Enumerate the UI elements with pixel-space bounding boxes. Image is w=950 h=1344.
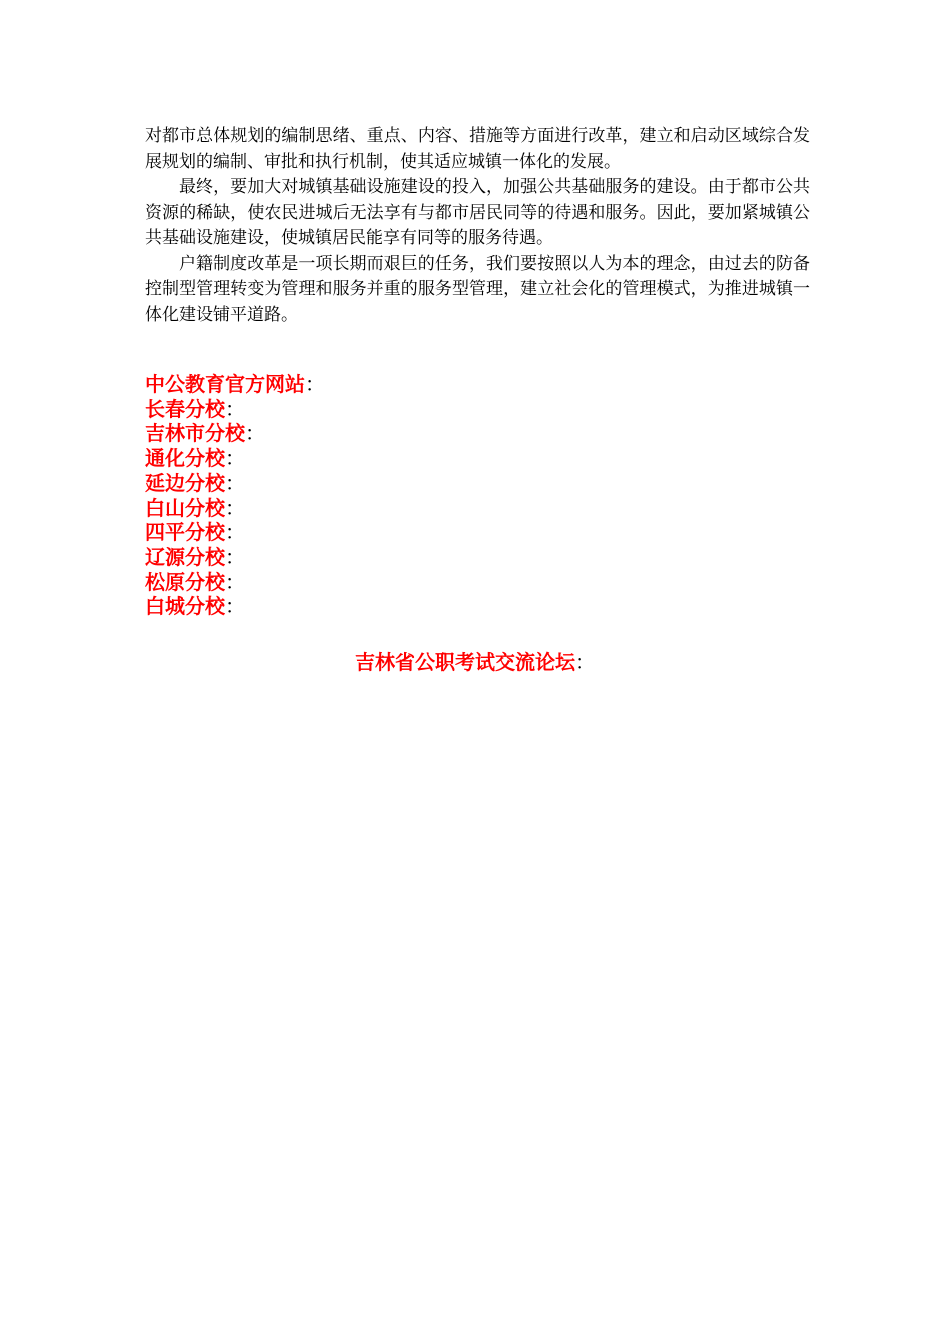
- link-label[interactable]: 松原分校: [145, 569, 225, 594]
- link-label[interactable]: 通化分校: [145, 446, 225, 471]
- link-colon: ：: [245, 421, 265, 446]
- link-yanbian[interactable]: [145, 471, 325, 496]
- link-colon: ：: [225, 520, 245, 545]
- link-colon: ：: [225, 396, 245, 421]
- link-official-site[interactable]: [145, 372, 325, 397]
- link-label[interactable]: 中公教育官方网站: [145, 372, 305, 396]
- link-label[interactable]: 长春分校: [145, 396, 225, 421]
- link-songyuan[interactable]: [145, 570, 325, 595]
- link-colon: ：: [225, 446, 245, 471]
- link-jilin-city[interactable]: [145, 421, 325, 446]
- link-label[interactable]: 白山分校: [145, 495, 225, 520]
- link-siping[interactable]: [145, 520, 325, 545]
- forum-link-colon: ：: [575, 650, 595, 674]
- paragraph-1: 对都市总体规划的编制思绪、重点、内容、措施等方面进行改革，建立和启动区域综合发展规划的编制、审批和执行机制，使其适应城镇一体化的发展。: [145, 126, 810, 172]
- forum-link-label[interactable]: 吉林省公职考试交流论坛: [355, 650, 575, 674]
- link-colon: ：: [225, 470, 245, 495]
- paragraph-2: 最终，要加大对城镇基础设施建设的投入，加强公共基础服务的建设。由于都市公共资源的稀缺，使农民进城后无法享有与都市居民同等的待遇和服务。因此，要加紧城镇公共基础设施建设，使城镇居民能享有同等的服务待遇。: [145, 177, 810, 248]
- link-label[interactable]: 吉林市分校: [145, 421, 245, 446]
- body-text: [145, 124, 810, 328]
- link-colon: ：: [225, 569, 245, 594]
- school-links-list: [145, 372, 325, 619]
- link-colon: ：: [225, 544, 245, 569]
- link-label[interactable]: 白城分校: [145, 594, 225, 619]
- link-colon: ：: [305, 372, 325, 396]
- link-tonghua[interactable]: [145, 446, 325, 471]
- link-baishan[interactable]: [145, 496, 325, 521]
- link-colon: ：: [225, 594, 245, 619]
- link-colon: ：: [225, 495, 245, 520]
- link-label[interactable]: 延边分校: [145, 470, 225, 495]
- forum-link[interactable]: [0, 650, 950, 674]
- link-changchun[interactable]: [145, 397, 325, 422]
- link-label[interactable]: 四平分校: [145, 520, 225, 545]
- link-label[interactable]: 辽源分校: [145, 544, 225, 569]
- link-baicheng[interactable]: [145, 594, 325, 619]
- link-liaoyuan[interactable]: [145, 545, 325, 570]
- paragraph-3: 户籍制度改革是一项长期而艰巨的任务，我们要按照以人为本的理念，由过去的防备控制型管理转变为管理和服务并重的服务型管理，建立社会化的管理模式，为推进城镇一体化建设铺平道路。: [145, 253, 810, 325]
